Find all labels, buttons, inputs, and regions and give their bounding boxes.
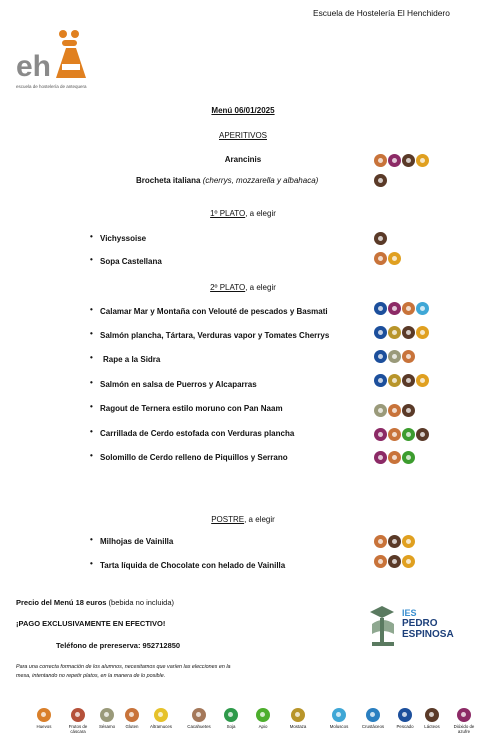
egg-icon [388, 252, 401, 265]
sesame-icon [374, 404, 387, 417]
egg-icon [416, 154, 429, 167]
crustacean-icon [366, 708, 380, 722]
egg-icon [402, 535, 415, 548]
legend-item: Dióxido de azufre [447, 708, 481, 734]
bullet: • [90, 427, 93, 436]
svg-text:eh: eh [16, 50, 52, 83]
dish-rape: Rape a la Sidra [103, 355, 161, 364]
legend-item: Cacahuetes [182, 708, 216, 729]
ies-pedro: PEDRO [402, 618, 438, 629]
mustard-icon [388, 326, 401, 339]
bullet: • [90, 378, 93, 387]
dairy-icon [416, 428, 429, 441]
sesame-icon [388, 350, 401, 363]
fish-icon [398, 708, 412, 722]
celery-icon [256, 708, 270, 722]
dairy-icon [388, 555, 401, 568]
dairy-icon [402, 154, 415, 167]
section-primero: 1º PLATO, a elegir [210, 209, 276, 218]
payment-note: ¡PAGO EXCLUSIVAMENTE EN EFECTIVO! [16, 619, 166, 628]
fish-icon [374, 302, 387, 315]
dish-icons [374, 535, 415, 548]
egg-icon [402, 555, 415, 568]
egg-icon [416, 374, 429, 387]
sulphite-icon [388, 302, 401, 315]
fish-icon [374, 374, 387, 387]
bullet: • [90, 255, 93, 264]
dish-icons [374, 252, 401, 265]
dish-icons [374, 350, 415, 363]
sulphite-icon [374, 451, 387, 464]
legend-item: Frutos de cáscara [61, 708, 95, 734]
dish-icons [374, 154, 429, 167]
legend-item: Crustáceos [356, 708, 390, 729]
bullet: • [90, 535, 93, 544]
sulphite-icon [388, 154, 401, 167]
dish-icons [374, 404, 415, 417]
peanut-icon [192, 708, 206, 722]
dish-carrillada: Carrillada de Cerdo estofada con Verduras plancha [100, 429, 295, 438]
dairy-icon [374, 174, 387, 187]
dish-icons [374, 374, 429, 387]
dish-ragout: Ragout de Ternera estilo moruno con Pan Naam [100, 404, 283, 413]
dish-milhojas: Milhojas de Vainilla [100, 537, 174, 546]
dish-icons [374, 451, 415, 464]
dish-brocheta: Brocheta italiana (cherrys, mozzarella y albahaca) [136, 176, 319, 185]
section-postre: POSTRE, a elegir [211, 515, 275, 524]
gluten-icon [402, 350, 415, 363]
bullet: • [90, 329, 93, 338]
legend-item: Lácteos [415, 708, 449, 729]
dairy-icon [374, 232, 387, 245]
legend-item: Sésamo [90, 708, 124, 729]
bullet: • [90, 451, 93, 460]
gluten-icon [125, 708, 139, 722]
legend-item: Mostaza [281, 708, 315, 729]
fish-icon [374, 326, 387, 339]
dairy-icon [388, 535, 401, 548]
mustard-icon [291, 708, 305, 722]
legend-item: Altramuces [144, 708, 178, 729]
legend-item: Apio [246, 708, 280, 729]
sulphite-icon [374, 428, 387, 441]
dish-salmon-plancha: Salmón plancha, Tártara, Verduras vapor y Tomates Cherrys [100, 331, 330, 340]
dish-icons [374, 174, 387, 187]
legend-item: Huevos [27, 708, 61, 729]
gluten-icon [374, 252, 387, 265]
egg-icon [416, 326, 429, 339]
gluten-icon [374, 555, 387, 568]
sulphite-icon [457, 708, 471, 722]
bullet: • [90, 353, 93, 362]
nuts-icon [71, 708, 85, 722]
legend-item: Pescado [388, 708, 422, 729]
egg-icon [37, 708, 51, 722]
dish-vichyssoise: Vichyssoise [100, 234, 147, 243]
fish-icon [374, 350, 387, 363]
dish-icons [374, 428, 429, 441]
dish-sopa: Sopa Castellana [100, 257, 162, 266]
gluten-icon [388, 451, 401, 464]
dish-tarta: Tarta líquida de Chocolate con helado de Vainilla [100, 561, 286, 570]
school-name: Escuela de Hostelería El Henchidero [313, 8, 450, 18]
dish-calamar: Calamar Mar y Montaña con Velouté de pescados y Basmati [100, 307, 328, 316]
bullet: • [90, 402, 93, 411]
ies-espinosa: ESPINOSA [402, 629, 454, 640]
school-logo [16, 26, 126, 90]
legend-item: Moluscos [322, 708, 356, 729]
dish-icons [374, 232, 387, 245]
dairy-icon [425, 708, 439, 722]
logo-subtitle: escuela de hostelería de antequera [16, 84, 87, 89]
celery-icon [402, 451, 415, 464]
sesame-icon [100, 708, 114, 722]
mollusc-icon [416, 302, 429, 315]
gluten-icon [388, 428, 401, 441]
gluten-icon [374, 535, 387, 548]
dish-icons [374, 302, 429, 315]
dish-arancinis: Arancinis [224, 155, 262, 164]
dish-salmon-salsa: Salmón en salsa de Puerros y Alcaparras [100, 380, 257, 389]
mollusc-icon [332, 708, 346, 722]
bullet: • [90, 232, 93, 241]
legend-item: Gluten [115, 708, 149, 729]
gluten-icon [402, 302, 415, 315]
section-segundo: 2º PLATO, a elegir [210, 283, 276, 292]
gluten-icon [388, 404, 401, 417]
lupin-icon [154, 708, 168, 722]
dairy-icon [402, 326, 415, 339]
menu-title: Menú 06/01/2025 [211, 106, 275, 115]
bullet: • [90, 559, 93, 568]
dairy-icon [402, 374, 415, 387]
gluten-icon [374, 154, 387, 167]
section-aperitivos: APERITIVOS [218, 131, 267, 140]
dairy-icon [402, 404, 415, 417]
menu-price: Precio del Menú 18 euros (bebida no incluida) [16, 598, 175, 607]
footnote: Para una correcta formación de los alumnos, necesitamos que varíen las elecciones en la mesa, intentando no repetir platos, en la manera de lo posible. [16, 664, 231, 679]
soy-icon [224, 708, 238, 722]
ies-label: IES [402, 608, 417, 618]
celery-icon [402, 428, 415, 441]
dish-solomillo: Solomillo de Cerdo relleno de Piquillos y Serrano [100, 453, 288, 462]
legend-item: Soja [214, 708, 248, 729]
dish-icons [374, 326, 429, 339]
reservation-phone: Teléfono de prereserva: 952712850 [56, 641, 181, 650]
dish-icons [374, 555, 415, 568]
mustard-icon [388, 374, 401, 387]
bullet: • [90, 305, 93, 314]
ies-logo [366, 604, 466, 650]
